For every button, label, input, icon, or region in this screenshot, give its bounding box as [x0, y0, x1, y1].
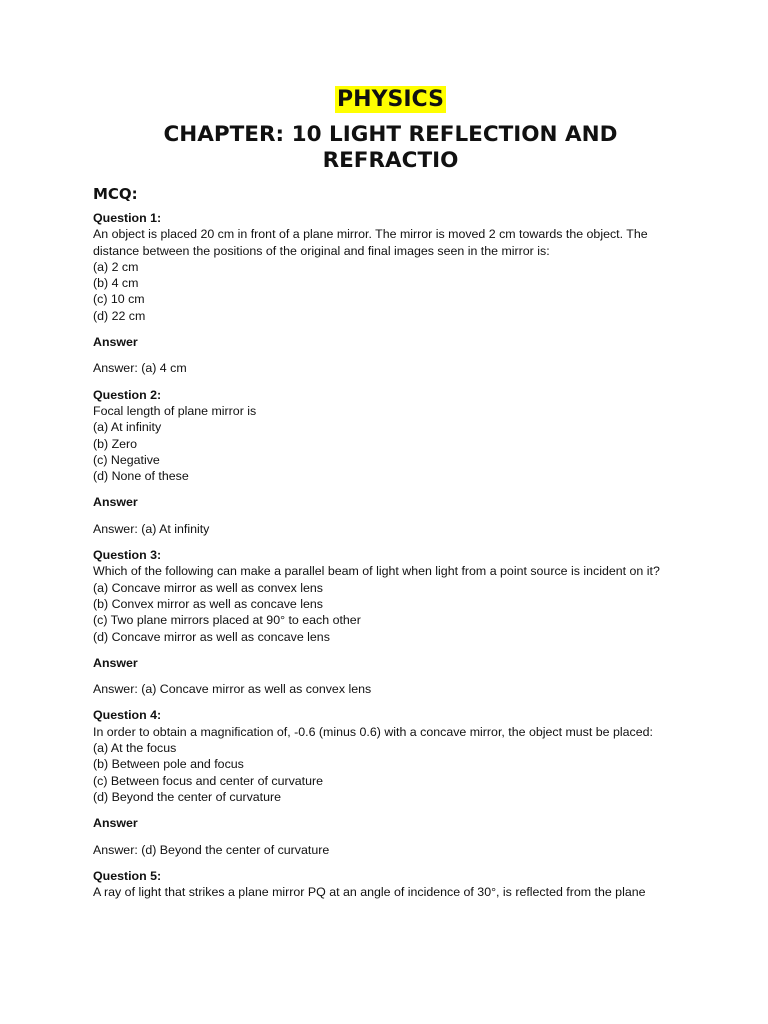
chapter-title: CHAPTER: 10 LIGHT REFLECTION AND REFRACTIO [163, 122, 618, 173]
question-title: Question 5: [93, 868, 162, 883]
option-d: (d) None of these [93, 469, 189, 484]
question-text: Focal length of plane mirror is [93, 403, 257, 418]
question-title: Question 3: [93, 548, 162, 563]
subject-highlight: PHYSICS [337, 87, 444, 112]
option-a: (a) At the focus [93, 741, 177, 756]
question-block [93, 210, 688, 377]
option-b: (b) Zero [93, 436, 138, 451]
option-c: (c) 10 cm [93, 292, 145, 307]
question-text: An object is placed 20 cm in front of a plane mirror. The mirror is moved 2 cm towards the object. The distance between the positions of the original and final images seen in the mirror is: [93, 227, 648, 258]
option-d: (d) Concave mirror as well as concave lens [93, 629, 330, 644]
option-d: (d) Beyond the center of curvature [93, 789, 282, 804]
answer-label: Answer [93, 816, 138, 831]
question-text: A ray of light that strikes a plane mirror PQ at an angle of incidence of 30°, is reflected from the plane [93, 885, 646, 900]
option-c: (c) Between focus and center of curvature [93, 773, 324, 788]
question-block [93, 707, 688, 857]
answer-label: Answer [93, 495, 138, 510]
option-d: (d) 22 cm [93, 308, 146, 323]
option-a: (a) At infinity [93, 420, 162, 435]
option-b: (b) Convex mirror as well as concave lens [93, 596, 323, 611]
option-b: (b) Between pole and focus [93, 757, 244, 772]
option-a: (a) 2 cm [93, 259, 139, 274]
answer-text: Answer: (a) 4 cm [93, 361, 187, 376]
subject-heading [93, 86, 688, 116]
option-c: (c) Negative [93, 452, 160, 467]
answer-label: Answer [93, 335, 138, 350]
question-block [93, 868, 688, 901]
answer-text: Answer: (a) At infinity [93, 521, 210, 536]
option-c: (c) Two plane mirrors placed at 90° to each other [93, 613, 361, 628]
question-text: In order to obtain a magnification of, -0.6 (minus 0.6) with a concave mirror, the object must be placed: [93, 724, 653, 739]
answer-text: Answer: (a) Concave mirror as well as convex lens [93, 682, 372, 697]
answer-text: Answer: (d) Beyond the center of curvature [93, 842, 330, 857]
section-heading: MCQ: [93, 185, 138, 203]
option-a: (a) Concave mirror as well as convex lens [93, 580, 323, 595]
question-title: Question 4: [93, 708, 162, 723]
option-b: (b) 4 cm [93, 276, 139, 291]
question-block [93, 547, 688, 697]
question-title: Question 2: [93, 387, 162, 402]
answer-label: Answer [93, 655, 138, 670]
question-block [93, 387, 688, 537]
question-title: Question 1: [93, 211, 162, 225]
question-text: Which of the following can make a parallel beam of light when light from a point source is incident on it? [93, 564, 660, 579]
